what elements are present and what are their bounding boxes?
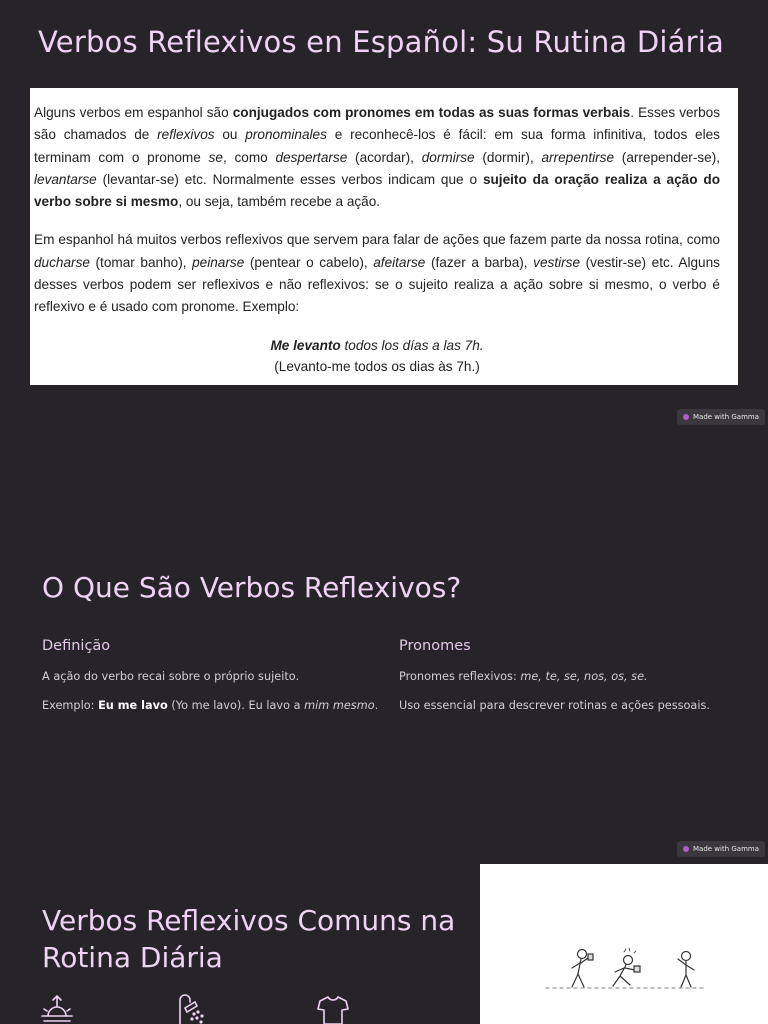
section-title: Verbos Reflexivos Comuns na Rotina Diária [42,904,456,974]
slide-title: Verbos Reflexivos en Español: Su Rutina Diária [38,25,724,59]
text-image [30,88,738,385]
made-with-gamma-badge[interactable]: Made with Gamma [677,409,765,425]
example-translation: (Levanto-me todos os dias às 7h.) [274,358,480,374]
section-title: O Que São Verbos Reflexivos? [42,571,462,604]
gamma-logo-icon [683,846,689,852]
sunrise-icon [40,992,74,1024]
definition-example: Exemplo: Eu me lavo (Yo me lavo). Eu lavo a mim mesmo. [42,699,379,712]
shirt-icon [316,992,350,1024]
definition-text: A ação do verbo recai sobre o próprio sujeito. [42,670,300,683]
paragraph-2: Em espanhol há muitos verbos reflexivos que servem para falar de ações que fazem parte da nossa rotina, como ducharse (tomar banho), peinarse (pentear o cabelo), afeitarse (fazer a barba), vestirse (vestir-se) etc. Alguns desses verbos podem ser reflexivos e não reflexivos: se o sujeito realiza a ação sobre si mesmo, o verbo é reflexivo e é usado com pronome. Exemplo: [34,232,720,315]
gamma-logo-icon [683,414,689,420]
example-sentence: Me levanto todos los días a las 7h. (Levanto-me todos os dias às 7h.) [270,337,484,374]
pronouns-heading: Pronomes [399,638,471,654]
pronouns-column [399,638,749,728]
shower-icon [176,992,210,1024]
pronouns-list: Pronomes reflexivos: me, te, se, nos, os, se. [399,670,648,683]
definition-heading: Definição [42,638,111,654]
definition-column [42,638,382,728]
daily-routine-illustration [480,864,768,1024]
made-with-gamma-badge[interactable]: Made with Gamma [677,841,765,857]
paragraph-1: Alguns verbos em espanhol são conjugados com pronomes em todas as suas formas verbais. Esses verbos são chamados de reflexivos ou pronominales e reconhecê-los é fácil: em sua forma infinitiva, todos eles terminam com o pronome se, como despertarse (acordar), dormirse (dormir), arrepentirse (arrepender-se), levantarse (levantar-se) etc. Normalmente esses verbos indicam que o sujeito da oração realiza a ação do verbo sobre si mesmo, ou seja, também recebe a ação. [34,105,721,210]
pronouns-usage: Uso essencial para descrever rotinas e ações pessoais. [399,699,710,712]
